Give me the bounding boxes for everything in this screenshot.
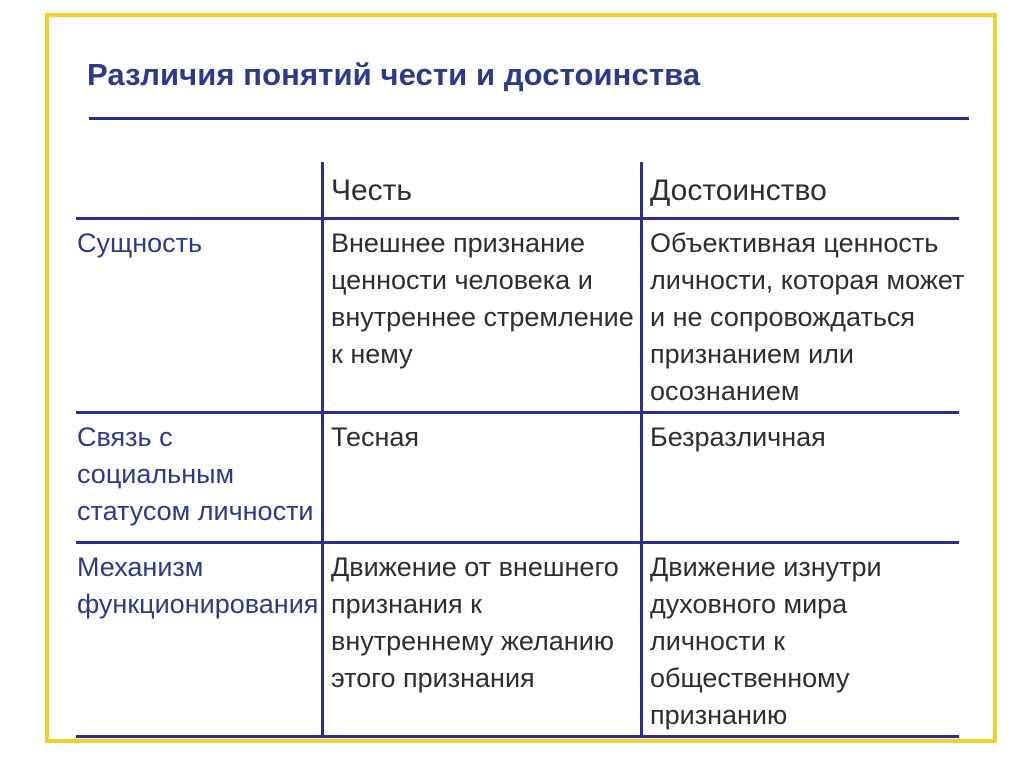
table-row-divider — [76, 217, 959, 220]
comparison-table — [49, 17, 993, 739]
table-column-divider — [640, 162, 643, 736]
cell-social-status-honor: Тесная — [331, 422, 420, 452]
cell-essence-dignity: Объективная ценность личности, которая может и не сопровождаться признанием или осознанием — [650, 228, 965, 406]
column-header-dignity: Достоинство — [650, 174, 827, 207]
table-row-divider — [76, 411, 959, 414]
slide-frame — [45, 13, 997, 743]
column-header-honor: Честь — [331, 174, 413, 207]
cell-social-status-dignity: Безразличная — [650, 422, 826, 452]
row-label-essence: Сущность — [77, 228, 203, 258]
slide-title: Различия понятий чести и достоинства — [87, 57, 701, 92]
row-label-social-status: Связь с социальным статусом личности — [77, 422, 314, 526]
row-label-mechanism: Механизм функционирования — [77, 552, 319, 619]
cell-mechanism-dignity: Движение изнутри духовного мира личности к общественному признанию — [650, 552, 882, 730]
cell-essence-honor: Внешнее признание ценности человека и внутреннее стремление к нему — [331, 228, 634, 369]
table-column-divider — [321, 162, 324, 736]
table-row-divider — [76, 541, 959, 544]
table-row-divider — [76, 735, 959, 738]
cell-mechanism-honor: Движение от внешнего признания к внутреннему желанию этого признания — [331, 552, 619, 693]
